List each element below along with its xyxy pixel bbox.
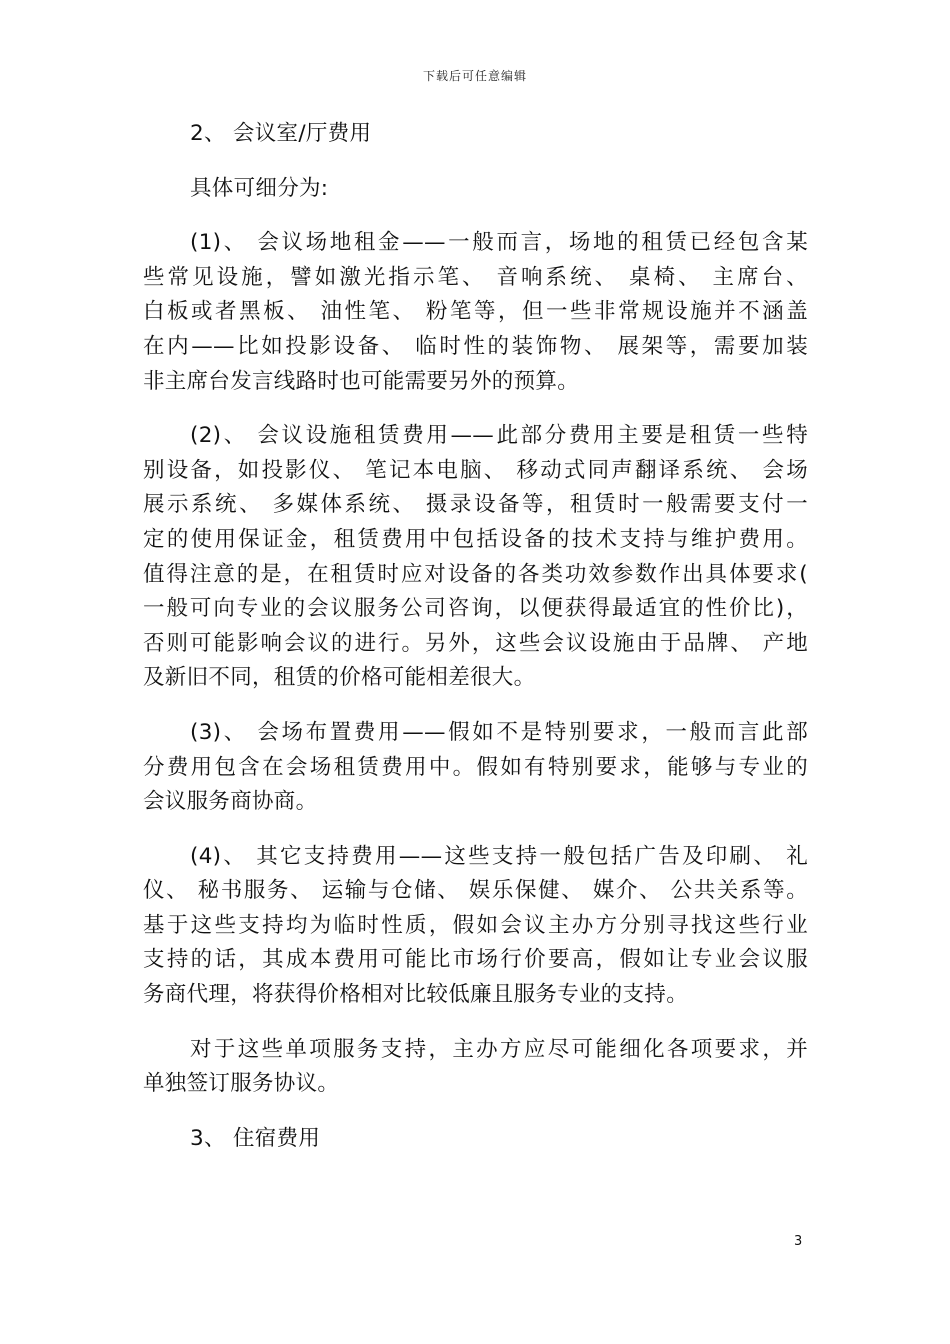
paragraph-gap xyxy=(143,696,808,716)
paragraph-item-4 xyxy=(143,840,808,1013)
document-body xyxy=(143,117,808,1156)
section-heading-3: 3、 住宿费用 xyxy=(190,1125,321,1151)
section-heading-2: 2、 会议室/厅费用 xyxy=(190,121,372,146)
closing-paragraph xyxy=(143,1033,808,1102)
paragraph-gap xyxy=(143,820,808,840)
paragraph-line: 务商代理，将获得价格相对比较低廉且服务专业的支持。 xyxy=(143,982,689,1008)
page-header-note: 下载后可任意编辑 xyxy=(422,69,527,83)
paragraph-gap xyxy=(143,152,808,172)
paragraph-line: 白板或者黑板、 油性笔、 粉笔等，但一些非常规设施并不涵盖 xyxy=(143,299,808,325)
section-intro: 具体可细分为: xyxy=(190,175,329,201)
paragraph-line: 分费用包含在会场租赁费用中。假如有特别要求，能够与专业的 xyxy=(143,754,808,780)
paragraph-item-2 xyxy=(143,419,808,696)
paragraph-gap xyxy=(143,1102,808,1122)
paragraph-gap xyxy=(143,1013,808,1033)
paragraph-gap xyxy=(143,399,808,419)
paragraph-line: 别设备，如投影仪、 笔记本电脑、 移动式同声翻译系统、 会场 xyxy=(143,457,808,483)
page-number: 3 xyxy=(794,1234,803,1249)
paragraph-line: (2)、 会议设施租赁费用——此部分费用主要是租赁一些特 xyxy=(190,423,808,449)
paragraph-line: 会议服务商协商。 xyxy=(143,789,318,815)
paragraph-line: 支持的话，其成本费用可能比市场行价要高，假如让专业会议服 xyxy=(143,947,808,973)
paragraph-line: 基于这些支持均为临时性质，假如会议主办方分别寻找这些行业 xyxy=(143,912,808,938)
paragraph-line: 仪、 秘书服务、 运输与仓储、 娱乐保健、 媒介、 公共关系等。 xyxy=(143,878,808,904)
paragraph-gap xyxy=(143,206,808,226)
paragraph-line: 些常见设施，譬如激光指示笔、 音响系统、 桌椅、 主席台、 xyxy=(143,264,808,290)
paragraph-line: 值得注意的是，在租赁时应对设备的各类功效参数作出具体要求( xyxy=(143,561,808,587)
paragraph-item-1 xyxy=(143,226,808,399)
paragraph-item-3 xyxy=(143,716,808,820)
paragraph-line: 对于这些单项服务支持，主办方应尽可能细化各项要求，并 xyxy=(190,1036,808,1062)
paragraph-line: 否则可能影响会议的进行。另外，这些会议设施由于品牌、 产地 xyxy=(143,630,808,656)
paragraph-line: 在内——比如投影设备、 临时性的装饰物、 展架等，需要加装 xyxy=(143,333,808,359)
paragraph-line: 定的使用保证金，租赁费用中包括设备的技术支持与维护费用。 xyxy=(143,526,808,552)
paragraph-line: (1)、 会议场地租金——一般而言，场地的租赁已经包含某 xyxy=(190,230,808,256)
paragraph-line: 单独签订服务协议。 xyxy=(143,1071,340,1097)
paragraph-line: (3)、 会场布置费用——假如不是特别要求，一般而言此部 xyxy=(190,719,808,745)
paragraph-line: 一般可向专业的会议服务公司咨询，以便获得最适宜的性价比)， xyxy=(143,596,808,622)
paragraph-line: 非主席台发言线路时也可能需要另外的预算。 xyxy=(143,368,580,394)
paragraph-line: (4)、 其它支持费用——这些支持一般包括广告及印刷、 礼 xyxy=(190,843,808,869)
paragraph-line: 及新旧不同，租赁的价格可能相差很大。 xyxy=(143,665,536,691)
paragraph-line: 展示系统、 多媒体系统、 摄录设备等，租赁时一般需要支付一 xyxy=(143,492,808,518)
